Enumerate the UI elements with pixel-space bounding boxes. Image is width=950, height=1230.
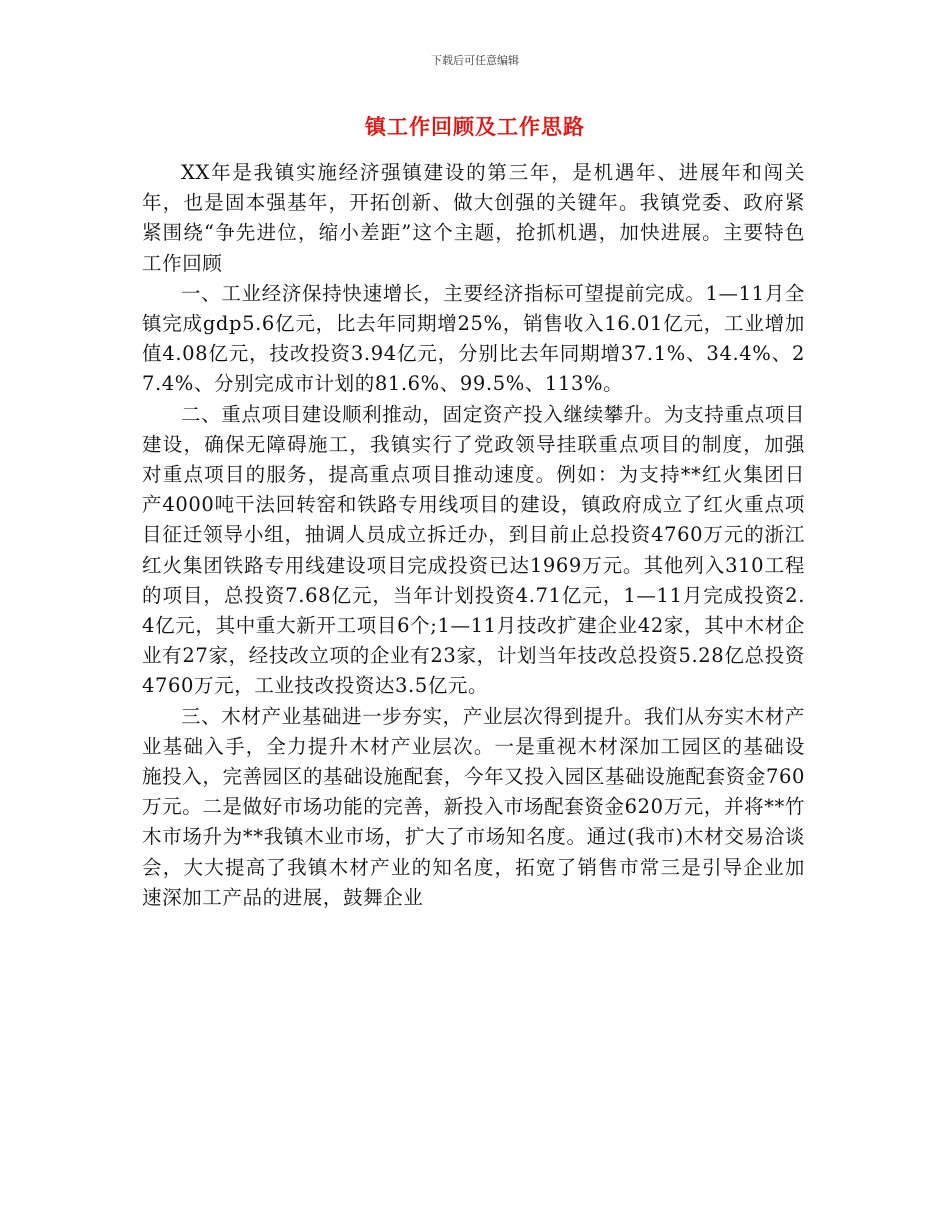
paragraph-intro: XX年是我镇实施经济强镇建设的第三年，是机遇年、进展年和闯关年，也是固本强基年，开拓创新、做大创强的关键年。我镇党委、政府紧紧围绕“争先进位，缩小差距”这个主题，抢抓机遇，加快进展。主要特色工作回顾 <box>142 161 805 275</box>
header-note: 下载后可任意编辑 <box>431 54 519 67</box>
document-title: 镇工作回顾及工作思路 <box>365 115 585 139</box>
paragraph-key-projects: 二、重点项目建设顺利推动，固定资产投入继续攀升。为支持重点项目建设，确保无障碍施工，我镇实行了党政领导挂联重点项目的制度，加强对重点项目的服务，提高重点项目推动速度。例如：为支持**红火集团日产4000吨干法回转窑和铁路专用线项目的建设，镇政府成立了红火重点项目征迁领导小组，抽调人员成立拆迁办，到目前止总投资4760万元的浙江红火集团铁路专用线建设项目完成投资已达1969万元。其他列入310工程的项目，总投资7.68亿元，当年计划投资4.71亿元，1—11月完成投资2.4亿元，其中重大新开工项目6个;1—11月技改扩建企业42家，其中木材企业有27家，经技改立项的企业有23家，计划当年技改总投资5.28亿总投资4760万元，工业技改投资达3.5亿元。 <box>142 402 805 698</box>
document-body <box>142 158 805 913</box>
paragraph-industrial-economy: 一、工业经济保持快速增长，主要经济指标可望提前完成。1—11月全镇完成gdp5.6亿元，比去年同期增25%，销售收入16.01亿元，工业增加值4.08亿元，技改投资3.94亿元，分别比去年同期增37.1%、34.4%、27.4%、分别完成市计划的81.6%、99.5%、113%。 <box>142 281 805 396</box>
paragraph-timber-industry: 三、木材产业基础进一步夯实，产业层次得到提升。我们从夯实木材产业基础入手，全力提升木材产业层次。一是重视木材深加工园区的基础设施投入，完善园区的基础设施配套，今年又投入园区基础设施配套资金760万元。二是做好市场功能的完善，新投入市场配套资金620万元，并将**竹木市场升为**我镇木业市场，扩大了市场知名度。通过(我市)木材交易洽谈会，大大提高了我镇木材产业的知名度，拓宽了销售市常三是引导企业加速深加工产品的进展，鼓舞企业 <box>142 704 805 909</box>
